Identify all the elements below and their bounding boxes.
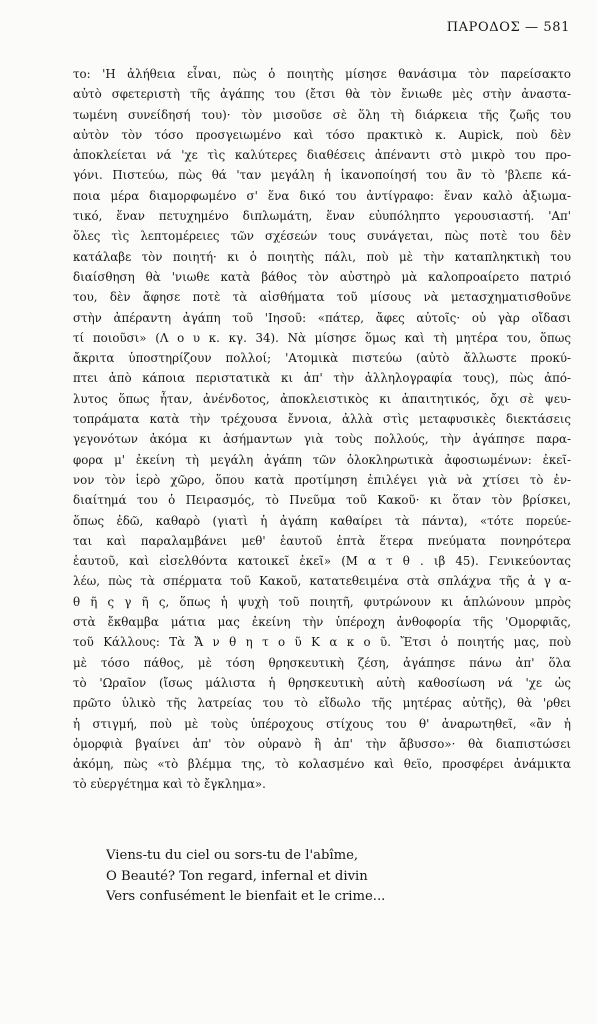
text-line: του, δὲν ἄφησε ποτὲ τὰ αἰσθήματα τοῦ μίσους νὰ μετασχηματισθοῦνε	[73, 290, 571, 305]
text-line: διαίτημά του ὁ Πειρασμός, τὸ Πνεῦμα τοῦ Κακοῦ· κι ὅταν τὸν βρίσκει,	[73, 493, 571, 508]
text-line: τοπράματα κατὰ τὴν τρέχουσα ἔννοια, ἀλλὰ στὶς μεταφυσικὲς διεκτάσεις	[73, 412, 571, 427]
text-line: ἑαυτοῦ, καὶ εἰσελθόντα κατοικεῖ ἐκεῖ» (Μ α τ θ . ιβ 45). Γενικεύοντας	[73, 554, 571, 569]
text-line: τικό, ἕναν πετυχημένο διπλωμάτη, ἕναν εὐυπόληπτο γερουσιαστή. 'Απ'	[73, 209, 571, 224]
page-header: ΠΑΡΟΔΟΣ — 581	[446, 20, 570, 35]
text-line: τωμένη συνείδησή του)· τὸν μισοῦσε σὲ ὅλη τὴ διάρκεια τῆς ζωῆς του	[73, 107, 571, 122]
poem-quote	[106, 846, 385, 908]
text-line: ἀκόμη, πὼς «τὸ βλέμμα της, τὸ κολασμένο καὶ θεϊο, προσφέρει ἀνάμικτα	[73, 757, 571, 772]
text-line: αὐτὸν τὸν τόσο προσγειωμένο καὶ τόσο πρακτικὸ κ. Aupick, ποὺ δὲν	[73, 127, 571, 142]
text-line: μὲ τόσο πάθος, μὲ τόση θρησκευτικὴ ζέση, ἀγάπησε πάνω ἀπ' ὅλα	[73, 655, 571, 670]
text-line: πτει ἀπὸ κάποια περιστατικὰ κι ἀπ' τὴν ἀλληλογραφία τους), πὼς ἀπό-	[73, 371, 571, 386]
text-line: στὰ ἔκθαμβα μάτια μας ἐκείνη τὴν ὑπέροχη ἀνθοφορία τῆς 'Ομορφιᾶς,	[73, 615, 571, 630]
text-line: ἄκριτα ὑποστηρίζουν πολλοί; 'Ατομικὰ πιστεύω (αὐτὸ ἄλλωστε προκύ-	[73, 351, 571, 366]
text-line: ὀμορφιὰ βγαίνει ἀπ' τὸν οὐρανὸ ἢ ἀπ' τὴν ἄβυσσο»· θὰ διαπιστώσει	[73, 736, 571, 751]
text-line: ὅπως ἐδῶ, καθαρὸ (γιατὶ ἡ ἀγάπη καθαίρει τὰ πάντα), «τότε πορεύε-	[73, 513, 571, 528]
text-line: ὅλες τὶς λεπτομέρειες τῶν σχέσεών τους συνάγεται, πὼς ποτὲ του δὲν	[73, 229, 571, 244]
text-line: ἀποκλείεται νά 'χε τὶς καλύτερες διαθέσεις ἀπέναντι στὸ μικρὸ του προ-	[73, 148, 571, 163]
text-line: πρῶτο ὑλικὸ τῆς λατρείας του τὸ εἴδωλο τῆς μητέρας αὐτῆς), θὰ 'ρθει	[73, 696, 571, 711]
text-line: νον τὸν ἱερὸ χῶρο, ὅπου κατὰ προτίμηση ἐπιλέγει γιὰ νὰ χτίσει τὸ ἐν-	[73, 472, 571, 487]
text-line: ποια μέρα διαμορφωμένο σ' ἕνα δικό του ἀντίγραφο: ἕναν καλὸ ἀξιωμα-	[73, 188, 571, 203]
poem-line: O Beauté? Ton regard, infernal et divin	[106, 868, 368, 884]
body-text	[73, 64, 571, 795]
text-line: γεγονότων ἀκόμα κι ἀσήμαντων γιὰ τοὺς πολλούς, τὴν ἀγάπησε παρα-	[73, 432, 571, 447]
text-line: φορα μ' ἐκείνη τὴ μεγάλη ἀγάπη τῶν ὁλοκληρωτικὰ ἀφοσιωμένων: ἐκεῖ-	[73, 452, 571, 467]
text-line: τί ποιοῦσι» (Λ ο υ κ. κγ. 34). Νὰ μίσησε ὅμως καὶ τὴ μητέρα του, ὅπως	[73, 330, 571, 345]
text-line: θ ῆ ς γ ῆ ς, ὅπως ἡ ψυχὴ τοῦ ποιητῆ, φυτρώνουν κι ἁπλώνουν μπρὸς	[73, 594, 571, 609]
text-line: διαίσθηση θὰ 'νιωθε κατὰ βάθος τὸν αὐστηρὸ μὰ καλοπροαίρετο πατριό	[73, 269, 571, 284]
text-line: τὸ εὐεργέτημα καὶ τὸ ἔγκλημα».	[73, 777, 266, 792]
text-line: τὸ 'Ωραῖον (ἴσως μάλιστα ἡ θρησκευτικὴ αὐτὴ καθοσίωση νά 'χε ὡς	[73, 675, 571, 690]
text-line: στὴν ἀπέραντη ἀγάπη τοῦ 'Ιησοῦ: «πάτερ, ἄφες αὐτοῖς· οὐ γὰρ οἴδασι	[73, 310, 571, 325]
text-line: γόνι. Πιστεύω, πὼς θά 'ταν μεγάλη ἡ ἱκανοποίησή του ἂν τὸ 'βλεπε κά-	[73, 168, 571, 183]
text-line: το: 'Η ἀλήθεια εἶναι, πὼς ὁ ποιητὴς μίσησε θανάσιμα τὸν παρείσακτο	[73, 67, 571, 81]
text-line: ται καὶ παραλαμβάνει μεθ' ἑαυτοῦ ἑπτὰ ἕτερα πνεύματα πονηρότερα	[73, 533, 571, 548]
text-line: λυτος ὅπως ἦταν, ἀνένδοτος, ἀποκλειστικὸς κι ἀπαιτητικός, ὄχι σὲ ψευ-	[73, 391, 571, 406]
text-line: ἡ στιγμή, ποὺ μὲ τοὺς ὑπέροχους στίχους του θ' ἀναρωτηθεῖ, «ἂν ἡ	[73, 716, 571, 731]
poem-line: Viens-tu du ciel ou sors-tu de l'abîme,	[106, 848, 359, 863]
text-line: αὐτὸ σφετεριστὴ τῆς ἀγάπης του (ἔτσι θὰ τὸν ἔνιωθε μὲς στὴν ἀναστα-	[73, 87, 571, 102]
text-line: τοῦ Κάλλους: Τὰ Ἄ ν θ η τ ο ῦ Κ α κ ο ῦ. Ἔτσι ὁ ποιητής μας, ποὺ	[73, 635, 571, 650]
poem-line: Vers confusément le bienfait et le crime...	[106, 889, 386, 904]
text-line: κατάλαβε τὸν ποιητή· κι ὁ ποιητὴς πάλι, ποὺ μὲ τὴν καταπληκτικὴ του	[73, 249, 571, 264]
text-line: λέω, πὼς τὰ σπέρματα τοῦ Κακοῦ, κατατεθειμένα στὰ σπλάχνα τῆς ἀ γ α-	[73, 574, 571, 589]
